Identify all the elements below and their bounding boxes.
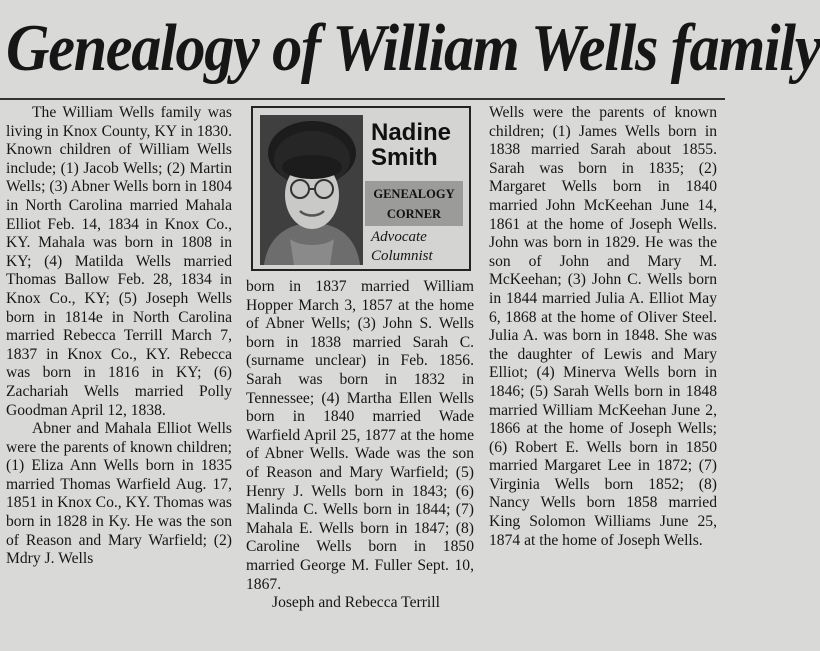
columnist-box xyxy=(251,106,471,271)
article-column-1 xyxy=(6,104,232,569)
columnist-role xyxy=(371,228,471,266)
paragraph: Joseph and Rebecca Terrill xyxy=(272,594,440,612)
columnist-name xyxy=(371,120,469,170)
headline: Genealogy of William Wells family xyxy=(6,11,820,85)
paragraph: born in 1837 married William Hopper March 3, 1857 at the home of Abner Wells; (3) John S. Wells born in 1838 married Sarah C. (surname unclear) in Feb. 1856. Sarah was born in 1832 in Tennessee; (4) Martha Ellen Wells born in 1840 married Wade Warfield April 25, 1877 at the home of Abner Wells. Wade was the son of Reason and Mary Warfield; (5) Henry J. Wells born in 1843; (6) Malinda C. Wells born in 1844; (7) Mahala E. Wells born in 1847; (8) Caroline Wells born in 1850 married George M. Fuller Sept. 10, 1867. xyxy=(246,278,474,593)
columnist-role-line-2: Columnist xyxy=(371,248,433,264)
headline-rule xyxy=(0,98,725,100)
column-label xyxy=(365,181,463,226)
paragraph: Abner and Mahala Elliot Wells were the parents of known children; (1) Eliza Ann Wells born in 1835 married Thomas Warfield Aug. 17, 1851 in Knox Co., KY. Thomas was born in 1828 in Ky. He was the son of Reason and Mary Warfield; (2) Mdry J. Wells xyxy=(6,420,232,568)
columnist-last-name: Smith xyxy=(371,144,438,171)
portrait-image xyxy=(260,115,363,265)
columnist-first-name: Nadine xyxy=(371,119,452,146)
column-label-line-1: GENEALOGY xyxy=(373,187,455,201)
paragraph: Wells were the parents of known children; (1) James Wells born in 1838 married Sarah about 1855. Sarah was born in 1835; (2) Margaret Wells born in 1840 married John McKeehan June 14, 1861 at the home of Joseph Wells. John was born in 1829. He was the son of John and Mary M. McKeehan; (3) John C. Wells born in 1844 married Julia A. Elliot May 6, 1868 at the home of Oliver Steel. Julia A. was born in 1848. She was the daughter of Lewis and Mary Elliot; (4) Minerva Wells born in 1846; (5) Sarah Wells born in 1848 married William McKeehan June 2, 1866 at the home of Joseph Wells; (6) Robert E. Wells born in 1850 married Margaret Lee in 1872; (7) Virginia Wells born 1852; (8) Nancy Wells born 1858 married King Solomon Williams June 25, 1874 at the home of Joseph Wells. xyxy=(489,104,717,549)
paragraph: The William Wells family was living in Knox County, KY in 1830. Known children of William Wells include; (1) Jacob Wells; (2) Martin Wells; (3) Abner Wells born in 1804 in North Carolina married Mahala Elliot Feb. 14, 1834 in Knox Co., KY. Mahala was born in 1808 in KY; (4) Matilda Wells married Thomas Ballow Feb. 28, 1834 in Knox Co., KY; (5) Joseph Wells born in 1814e in North Carolina married Rebecca Terrill March 7, 1837 in Knox Co., KY. Rebecca was born in 1816 in KY; (6) Zachariah Wells married Polly Goodman April 12, 1838. xyxy=(6,104,232,419)
article-column-2 xyxy=(246,278,474,613)
columnist-role-line-1: Advocate xyxy=(371,229,427,245)
article-column-3 xyxy=(489,104,717,550)
column-label-line-2: CORNER xyxy=(386,207,442,221)
columnist-photo xyxy=(260,115,363,265)
